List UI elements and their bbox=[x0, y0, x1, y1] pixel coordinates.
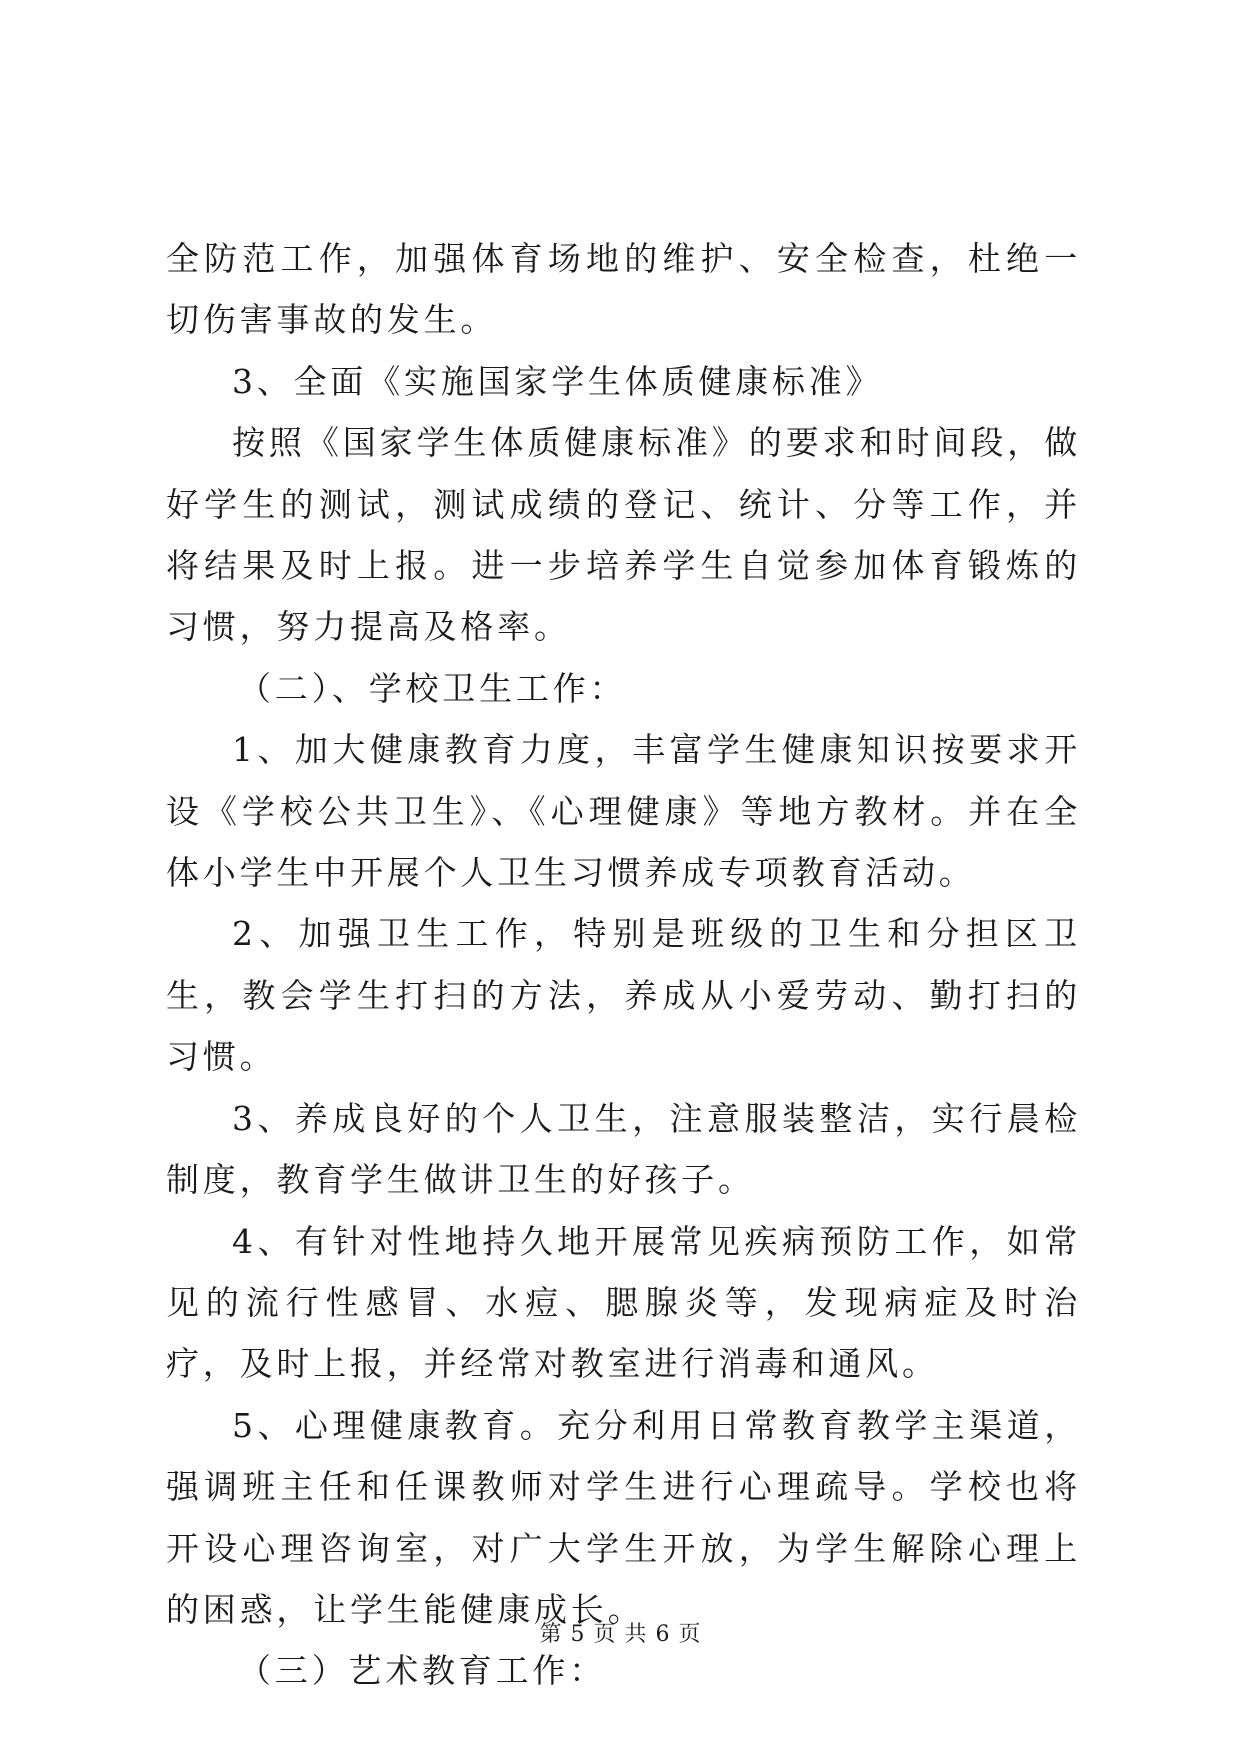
paragraph-item-3-heading: 3、全面《实施国家学生体质健康标准》 bbox=[232, 361, 883, 401]
page-footer: 第 5 页 共 6 页 bbox=[539, 1622, 702, 1647]
paragraph-item-5: 5、心理健康教育。充分利用日常教育教学主渠道，强调班主任和任课教师对学生进行心理疏导。学校也将开设心理咨询室，对广大学生开放，为学生解除心理上的困惑，让学生能健康成长。 bbox=[166, 1405, 1081, 1629]
section-heading-art-education: （三）艺术教育工作： bbox=[238, 1651, 606, 1691]
document-body bbox=[166, 228, 1081, 1702]
paragraph-item-3: 3、养成良好的个人卫生，注意服装整洁，实行晨检制度，教育学生做讲卫生的好孩子。 bbox=[166, 1098, 1081, 1200]
paragraph-item-2: 2、加强卫生工作，特别是班级的卫生和分担区卫生，教会学生打扫的方法，养成从小爱劳动、勤打扫的习惯。 bbox=[166, 914, 1081, 1077]
paragraph-item-1: 1、加大健康教育力度，丰富学生健康知识按要求开设《学校公共卫生》、《心理健康》等地方教材。并在全体小学生中开展个人卫生习惯养成专项教育活动。 bbox=[166, 730, 1081, 893]
section-heading-school-hygiene: （二）、学校卫生工作： bbox=[238, 668, 627, 708]
paragraph-item-4: 4、有针对性地持久地开展常见疾病预防工作，如常见的流行性感冒、水痘、腮腺炎等，发现病症及时治疗，及时上报，并经常对教室进行消毒和通风。 bbox=[166, 1221, 1081, 1384]
paragraph-continuation: 全防范工作，加强体育场地的维护、安全检查，杜绝一切伤害事故的发生。 bbox=[166, 239, 1081, 340]
paragraph-health-standard: 按照《国家学生体质健康标准》的要求和时间段，做好学生的测试，测试成绩的登记、统计、分等工作，并将结果及时上报。进一步培养学生自觉参加体育锻炼的习惯，努力提高及格率。 bbox=[166, 423, 1081, 647]
